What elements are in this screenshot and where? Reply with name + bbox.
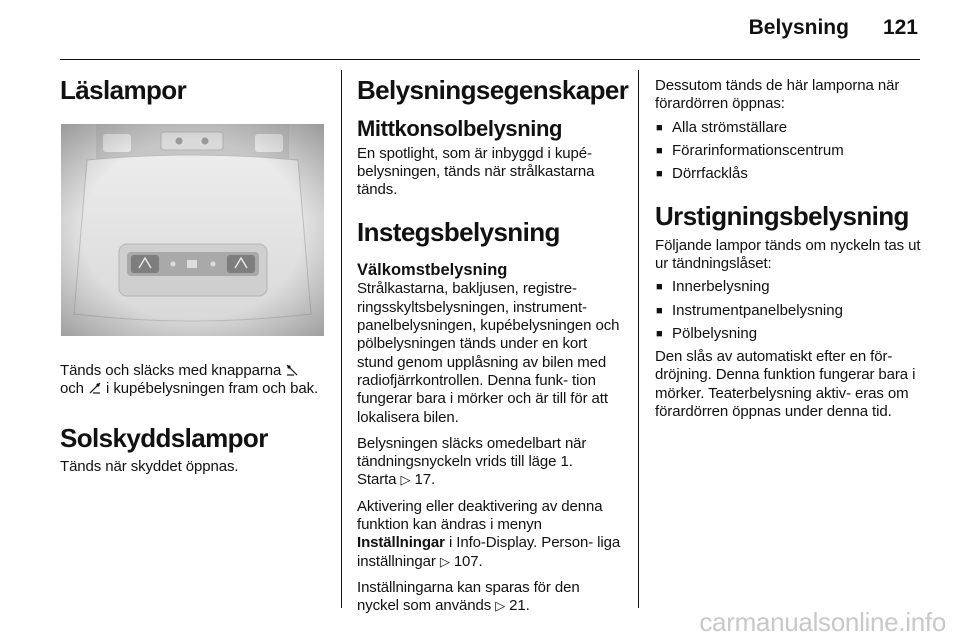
text-part2: i kupébelysningen fram och bak. [106,380,319,398]
heading-mittkonsolbelysning: Mittkonsolbelysning [357,116,563,142]
list-item: ■ Dörrfacklås [655,165,923,183]
heading-valkomstbelysning: Välkomstbelysning [357,260,508,279]
roof-console-reading-lamps-image [61,124,324,336]
header-rule [60,59,920,60]
section-title: Belysning [748,16,849,39]
page-header [749,16,918,40]
page-number: 121 [882,16,918,39]
list-item: ■ Alla strömställare [655,119,923,137]
column-2 [357,70,629,616]
column-divider-2 [638,70,639,608]
paragraph-center-console: En spotlight, som är inbyggd i kupé- belysningen, tänds när strålkastarna tänds. [357,144,595,199]
p2-text-b: Starta [357,471,397,489]
text-och: och [60,380,84,398]
column-divider-1 [341,70,342,608]
paragraph-reading-lamps [60,362,328,399]
list-item: ■ Instrumentpanelbelysning [655,302,923,320]
column-3 [655,70,923,421]
list-item: ■ Pölbelysning [655,325,923,343]
column-1 [60,70,328,476]
p2-ref[interactable]: 17. [414,471,436,489]
reading-lamp-right-icon [88,381,102,395]
p3-text-a: Aktivering eller deaktivering av denna funktion kan ändras i menyn [357,497,603,534]
paragraph-welcome-4 [357,579,621,616]
p2-text-a: Belysningen släcks omedelbart när tändningsnyckeln vrids till läge 1. [357,434,587,471]
list-item: ■ Förarinformationscentrum [655,142,923,160]
list-item: ■ Innerbelysning [655,278,923,296]
p3-text-b: i Info-Display. Person- liga inställningar [357,534,621,570]
p4-text-a: Inställningarna kan sparas för den nyckel som används [357,578,580,615]
page-ref-icon: ▷ [495,598,506,614]
list-driver-door [655,119,923,184]
paragraph-welcome-1: Strålkastarna, bakljusen, registre- ringsskyltsbelysningen, instrument- panelbelysningen, kupébelysningen och pölbelysningen tänds under en kort stund genom upplåsning av bilen med radiofjärrkontrollen. Denna funk- tion fungerar bara i mörker och är till för att lokalisera bilen. [357,280,620,426]
paragraph-welcome-3 [357,498,621,571]
reading-lamp-left-icon [285,363,299,377]
paragraph-closing: Den slås av automatiskt efter en för- dröjning. Denna funktion fungerar bara i mörker. Teaterbelysning aktiv- eras om förardörren öppnas under denna tid. [655,348,916,421]
p3-bold: Inställningar [357,534,445,552]
paragraph-welcome-2 [357,435,621,490]
page-ref-icon: ▷ [400,472,411,488]
heading-belysningsegenskaper: Belysningsegenskaper [357,75,629,105]
text-part1: Tänds och släcks med knapparna [60,362,282,380]
paragraph-sun-visor: Tänds när skyddet öppnas. [60,457,239,475]
heading-instegsbelysning: Instegsbelysning [357,217,560,248]
p3-ref[interactable]: 107. [453,552,483,570]
watermark: carmanualsonline.info [699,607,946,637]
p4-ref[interactable]: 21. [509,597,530,615]
paragraph-exit-lighting: Följande lampor tänds om nyckeln tas ut ur tändningslåset: [655,236,921,272]
heading-urstigningsbelysning: Urstigningsbelysning [655,201,909,232]
paragraph-intro: Dessutom tänds de här lamporna när förardörren öppnas: [655,77,900,113]
heading-solskyddslampor: Solskyddslampor [60,422,268,453]
heading-laslampor: Läslampor [60,75,187,105]
roof-console-illustration [61,124,324,336]
page-ref-icon: ▷ [439,553,450,569]
list-exit-lamps [655,278,923,343]
